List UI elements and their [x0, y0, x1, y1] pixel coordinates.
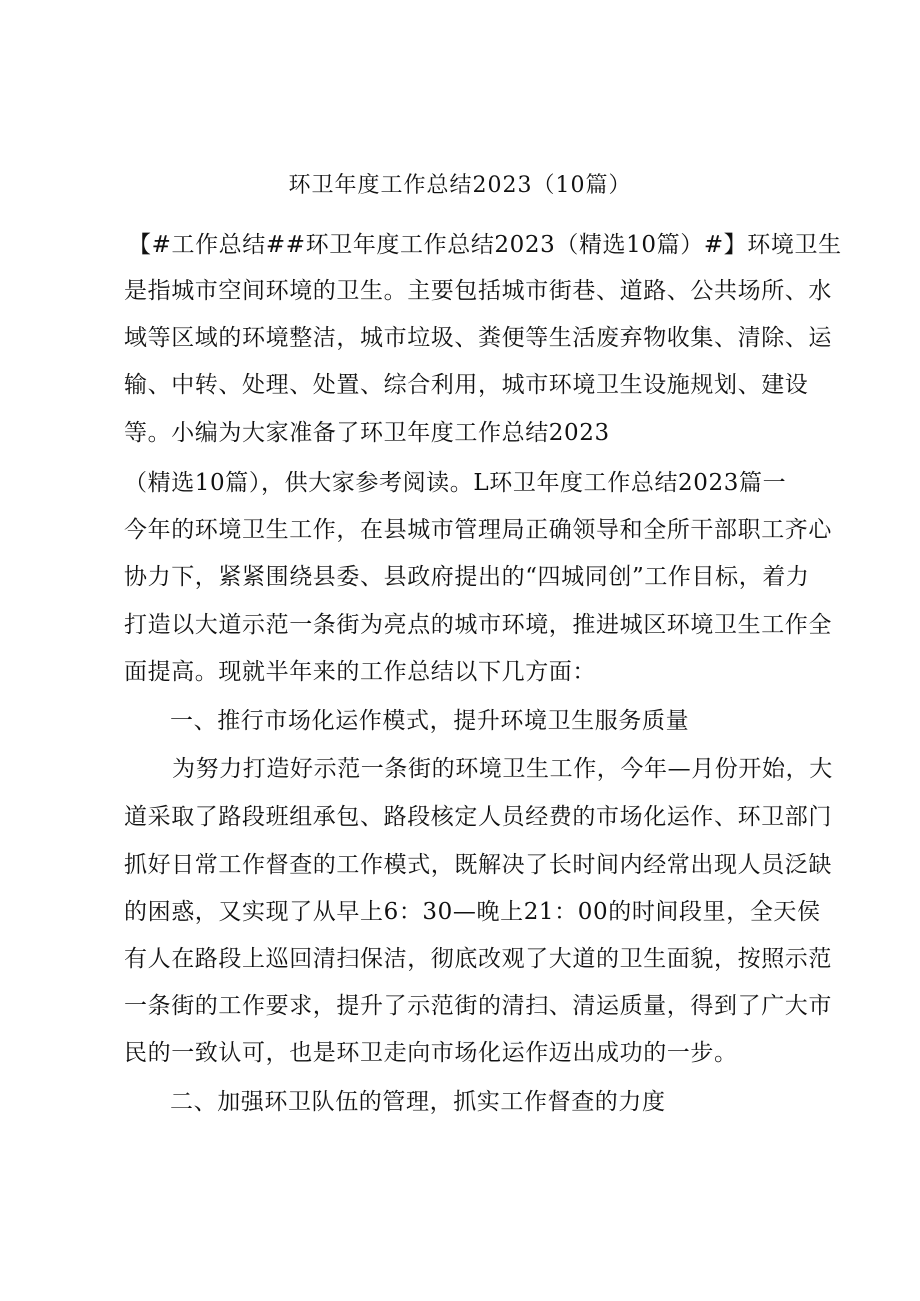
paragraph-line: 有人在路段上巡回清扫保洁，彻底改观了大道的卫生面貌，按照示范: [124, 946, 832, 972]
paragraph-line: 输、中转、处理、处置、综合利用，城市环境卫生设施规划、建设: [124, 372, 809, 398]
paragraph-line: 【#工作总结##环卫年度工作总结2023（精选10篇）#】环境卫生: [128, 232, 842, 258]
paragraph-line: 协力下，紧紧围绕县委、县政府提出的“四城同创”工作目标，着力: [124, 564, 810, 590]
paragraph-line: 道采取了路段班组承包、路段核定人员经费的市场化运作、环卫部门: [124, 804, 832, 830]
paragraph-line: 面提高。现就半年来的工作总结以下几方面：: [124, 659, 596, 685]
document-title: 环卫年度工作总结2023（10篇）: [288, 173, 632, 198]
paragraph-line: 的困惑，又实现了从早上6：30—晚上21：00的时间段里，全天侯: [124, 899, 821, 925]
section-heading: 一、推行市场化运作模式，提升环境卫生服务质量: [170, 708, 690, 734]
paragraph-line: 是指城市空间环境的卫生。主要包括城市街巷、道路、公共场所、水: [124, 278, 832, 304]
section-heading: 二、加强环卫队伍的管理，抓实工作督查的力度: [170, 1089, 666, 1115]
paragraph-line: （精选10篇），供大家参考阅读。L环卫年度工作总结2023篇一: [124, 470, 787, 496]
paragraph-line: 今年的环境卫生工作，在县城市管理局正确领导和全所干部职工齐心: [124, 517, 832, 543]
paragraph-line: 一条街的工作要求，提升了示范街的清扫、清运质量，得到了广大市: [124, 993, 832, 1019]
paragraph-line: 民的一致认可，也是环卫走向市场化运作迈出成功的一步。: [124, 1040, 738, 1066]
paragraph-line: 为努力打造好示范一条街的环境卫生工作，今年—月份开始，大: [172, 756, 833, 782]
paragraph-line: 域等区域的环境整洁，城市垃圾、粪便等生活废弃物收集、清除、运: [124, 325, 832, 351]
paragraph-line: 等。小编为大家准备了环卫年度工作总结2023: [124, 420, 610, 446]
paragraph-line: 打造以大道示范一条街为亮点的城市环境，推进城区环境卫生工作全: [124, 612, 832, 638]
paragraph-line: 抓好日常工作督查的工作模式，既解决了长时间内经常出现人员泛缺: [124, 852, 832, 878]
